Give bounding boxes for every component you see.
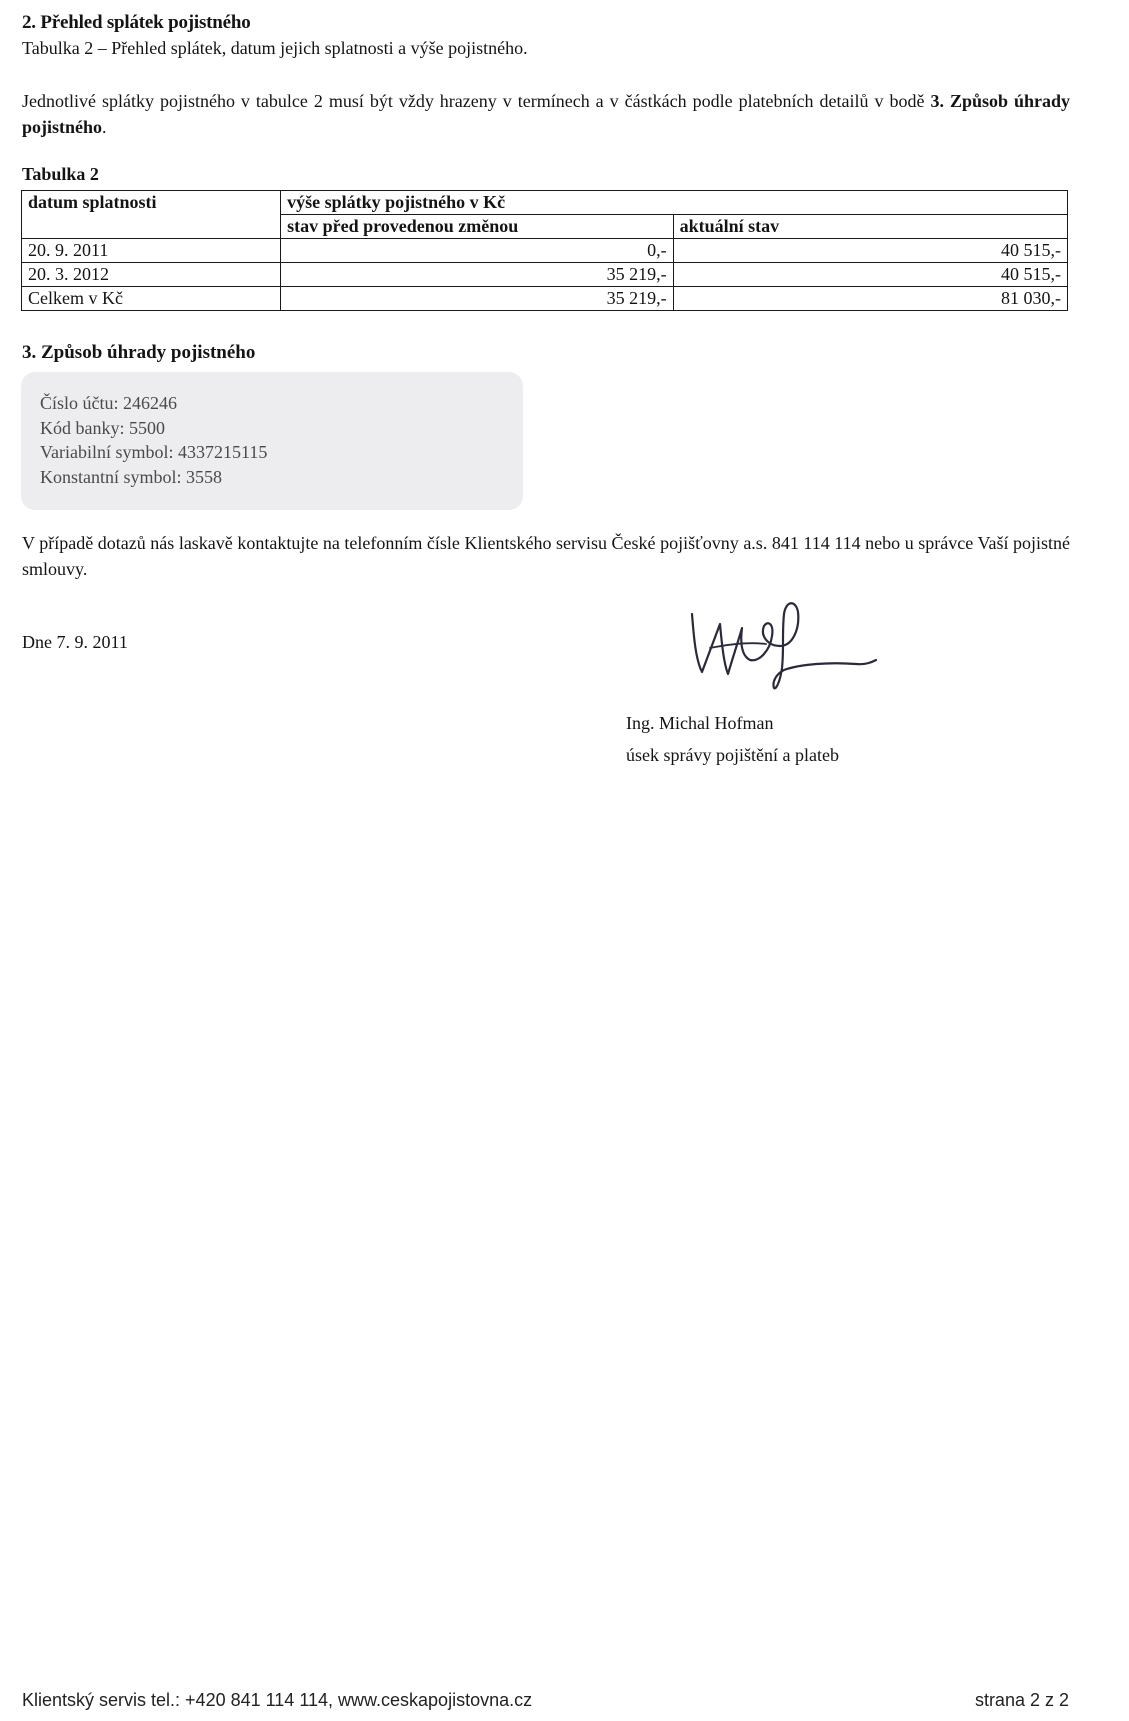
payments-table bbox=[21, 190, 1068, 311]
table-row bbox=[22, 263, 1068, 287]
header-before: stav před provedenou změnou bbox=[281, 215, 674, 239]
table-caption: Tabulka 2 bbox=[22, 164, 99, 184]
section-2-heading: 2. Přehled splátek pojistného bbox=[22, 12, 251, 33]
row-current: 40 515,- bbox=[673, 263, 1067, 287]
row-before: 35 219,- bbox=[281, 263, 674, 287]
contact-paragraph: V případě dotazů nás laskavě kontaktujte na telefonním čísle Klientského servisu České pojišťovny a.s. 841 114 114 nebo u správce Vaší pojistné smlouvy. bbox=[22, 533, 1070, 579]
payment-details bbox=[40, 391, 267, 489]
bank-code: Kód banky: 5500 bbox=[40, 417, 165, 438]
header-date: datum splatnosti bbox=[22, 191, 281, 239]
table-header-row bbox=[22, 191, 1068, 215]
signature-image bbox=[680, 590, 880, 700]
account-number: Číslo účtu: 246246 bbox=[40, 393, 178, 413]
table-row bbox=[22, 239, 1068, 263]
paragraph-text: Jednotlivé splátky pojistného v tabulce 2 musí být vždy hrazeny v termínech a v částkách podle platebních detailů v bodě bbox=[22, 91, 931, 111]
header-amount: výše splátky pojistného v Kč bbox=[281, 191, 1068, 215]
page-number: strana 2 z 2 bbox=[974, 1690, 1069, 1710]
footer-contact: Klientský servis tel.: +420 841 114 114, www.ceskapojistovna.cz bbox=[22, 1690, 533, 1710]
signer-department: úsek správy pojištění a plateb bbox=[626, 745, 839, 765]
row-date: 20. 9. 2011 bbox=[22, 239, 281, 263]
paragraph-reference: 3. Způsob úhrady pojistného bbox=[22, 91, 1070, 137]
row-current: 81 030,- bbox=[673, 287, 1067, 311]
row-before: 35 219,- bbox=[281, 287, 674, 311]
section-2-subtitle: Tabulka 2 – Přehled splátek, datum jejich splatnosti a výše pojistného. bbox=[22, 38, 528, 58]
paragraph-end: . bbox=[102, 117, 107, 137]
row-date: Celkem v Kč bbox=[22, 287, 281, 311]
header-current: aktuální stav bbox=[673, 215, 1067, 239]
constant-symbol: Konstantní symbol: 3558 bbox=[40, 466, 223, 487]
variable-symbol: Variabilní symbol: 4337215115 bbox=[40, 442, 268, 462]
table-total-row bbox=[22, 287, 1068, 311]
row-date: 20. 3. 2012 bbox=[22, 263, 281, 287]
row-before: 0,- bbox=[281, 239, 674, 263]
signer-name: Ing. Michal Hofman bbox=[626, 713, 774, 733]
row-current: 40 515,- bbox=[673, 239, 1067, 263]
section-2-paragraph bbox=[22, 88, 1070, 140]
section-3-heading: 3. Způsob úhrady pojistného bbox=[22, 342, 256, 363]
document-date: Dne 7. 9. 2011 bbox=[22, 632, 128, 652]
